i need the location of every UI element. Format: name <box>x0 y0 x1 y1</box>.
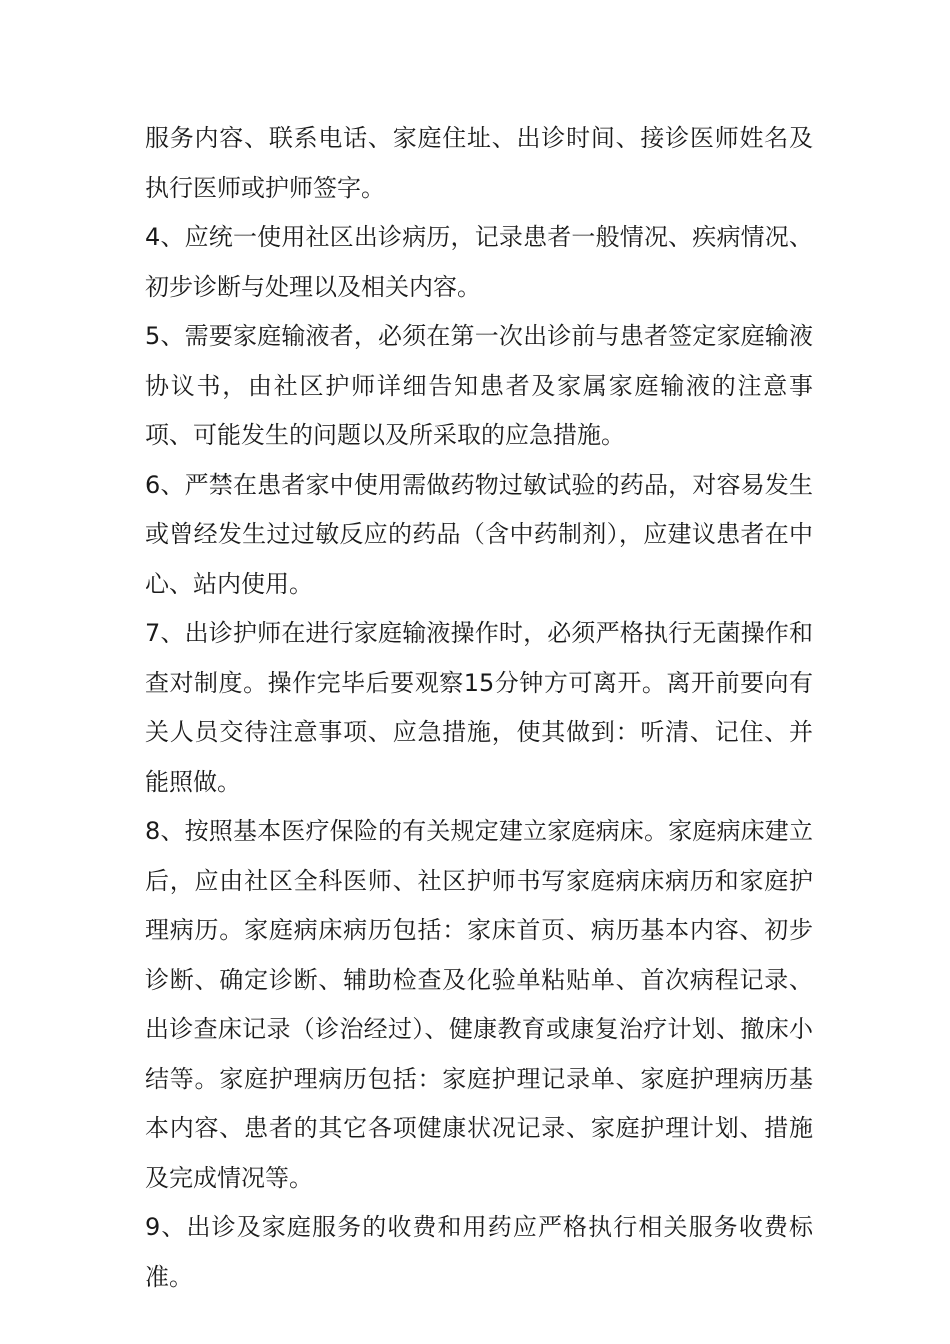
paragraph-item-9: 9、出诊及家庭服务的收费和用药应严格执行相关服务收费标准。 <box>145 1213 813 1291</box>
document-page <box>145 114 813 1302</box>
paragraph-item-7: 7、出诊护师在进行家庭输液操作时，必须严格执行无菌操作和查对制度。操作完毕后要观察15分钟方可离开。离开前要向有关人员交待注意事项、应急措施，使其做到：听清、记住、并能照做。 <box>145 619 813 796</box>
paragraph-item-8: 8、按照基本医疗保险的有关规定建立家庭病床。家庭病床建立后，应由社区全科医师、社区护师书写家庭病床病历和家庭护理病历。家庭病床病历包括：家床首页、病历基本内容、初步诊断、确定诊断、辅助检查及化验单粘贴单、首次病程记录、出诊查床记录（诊治经过）、健康教育或康复治疗计划、撤床小结等。家庭护理病历包括：家庭护理记录单、家庭护理病历基本内容、患者的其它各项健康状况记录、家庭护理计划、措施及完成情况等。 <box>145 817 813 1192</box>
paragraph-item-6: 6、严禁在患者家中使用需做药物过敏试验的药品，对容易发生或曾经发生过过敏反应的药品（含中药制剂），应建议患者在中心、站内使用。 <box>145 470 813 598</box>
paragraph-item-4: 4、应统一使用社区出诊病历，记录患者一般情况、疾病情况、初步诊断与处理以及相关内容。 <box>145 223 813 301</box>
paragraph-continuation: 服务内容、联系电话、家庭住址、出诊时间、接诊医师姓名及执行医师或护师签字。 <box>145 124 813 202</box>
paragraph-item-5: 5、需要家庭输液者，必须在第一次出诊前与患者签定家庭输液协议书，由社区护师详细告知患者及家属家庭输液的注意事项、可能发生的问题以及所采取的应急措施。 <box>145 322 813 449</box>
